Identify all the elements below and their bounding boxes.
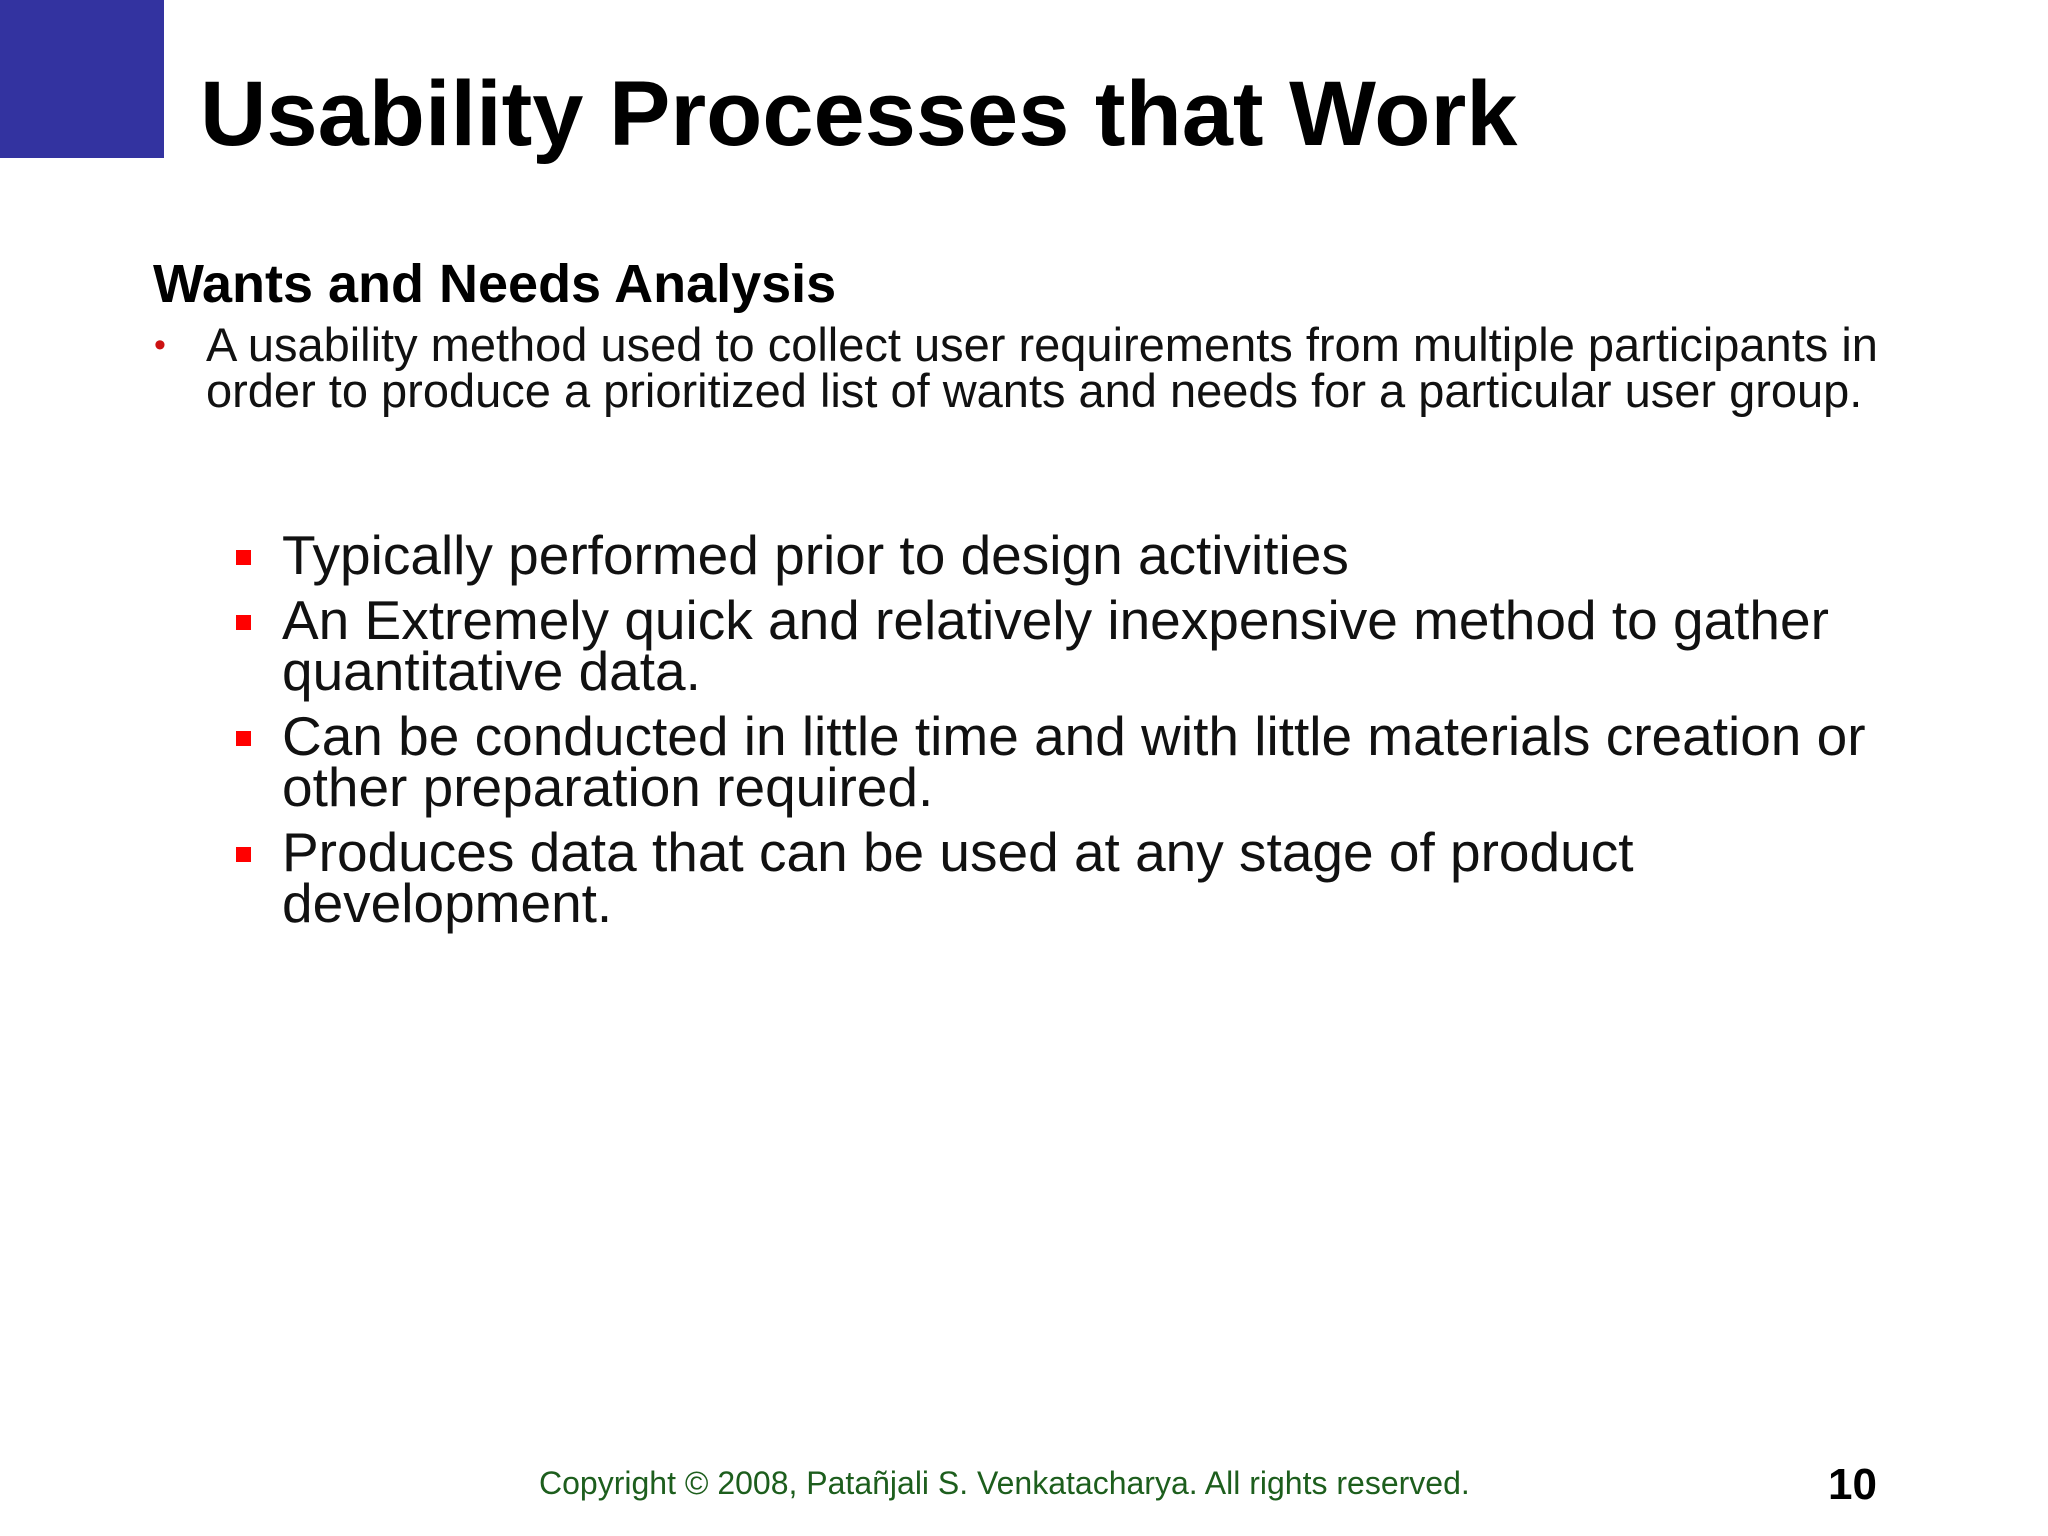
page-number: 10 [1828,1460,1877,1509]
sub-point-item [232,589,1972,702]
intro-bullet-item [150,318,1990,417]
title-accent-block [0,0,164,158]
sub-point-text: An Extremely quick and relatively inexpensive method to gather quantitative data. [282,589,1829,702]
square-bullet-icon [236,847,251,862]
section-heading: Wants and Needs Analysis [153,254,837,314]
intro-bullet-text: A usability method used to collect user requirements from multiple participants in order to produce a prioritized list of wants and needs for a particular user group. [206,318,1878,417]
copyright-notice: Copyright © 2008, Patañjali S. Venkatacharya. All rights reserved. [539,1465,1470,1501]
square-bullet-icon [236,731,251,746]
bullet-dot-icon: • [154,326,166,364]
sub-point-item [232,705,1972,818]
sub-point-item [232,821,1972,934]
sub-point-item [232,524,1972,586]
sub-point-text: Typically performed prior to design activities [282,524,1349,586]
slide-title: Usability Processes that Work [200,63,1518,165]
square-bullet-icon [236,615,251,630]
square-bullet-icon [236,550,251,565]
sub-point-list [232,524,1972,943]
sub-point-text: Can be conducted in little time and with little materials creation or other preparation required. [282,705,1866,818]
sub-point-text: Produces data that can be used at any stage of product development. [282,821,1634,934]
